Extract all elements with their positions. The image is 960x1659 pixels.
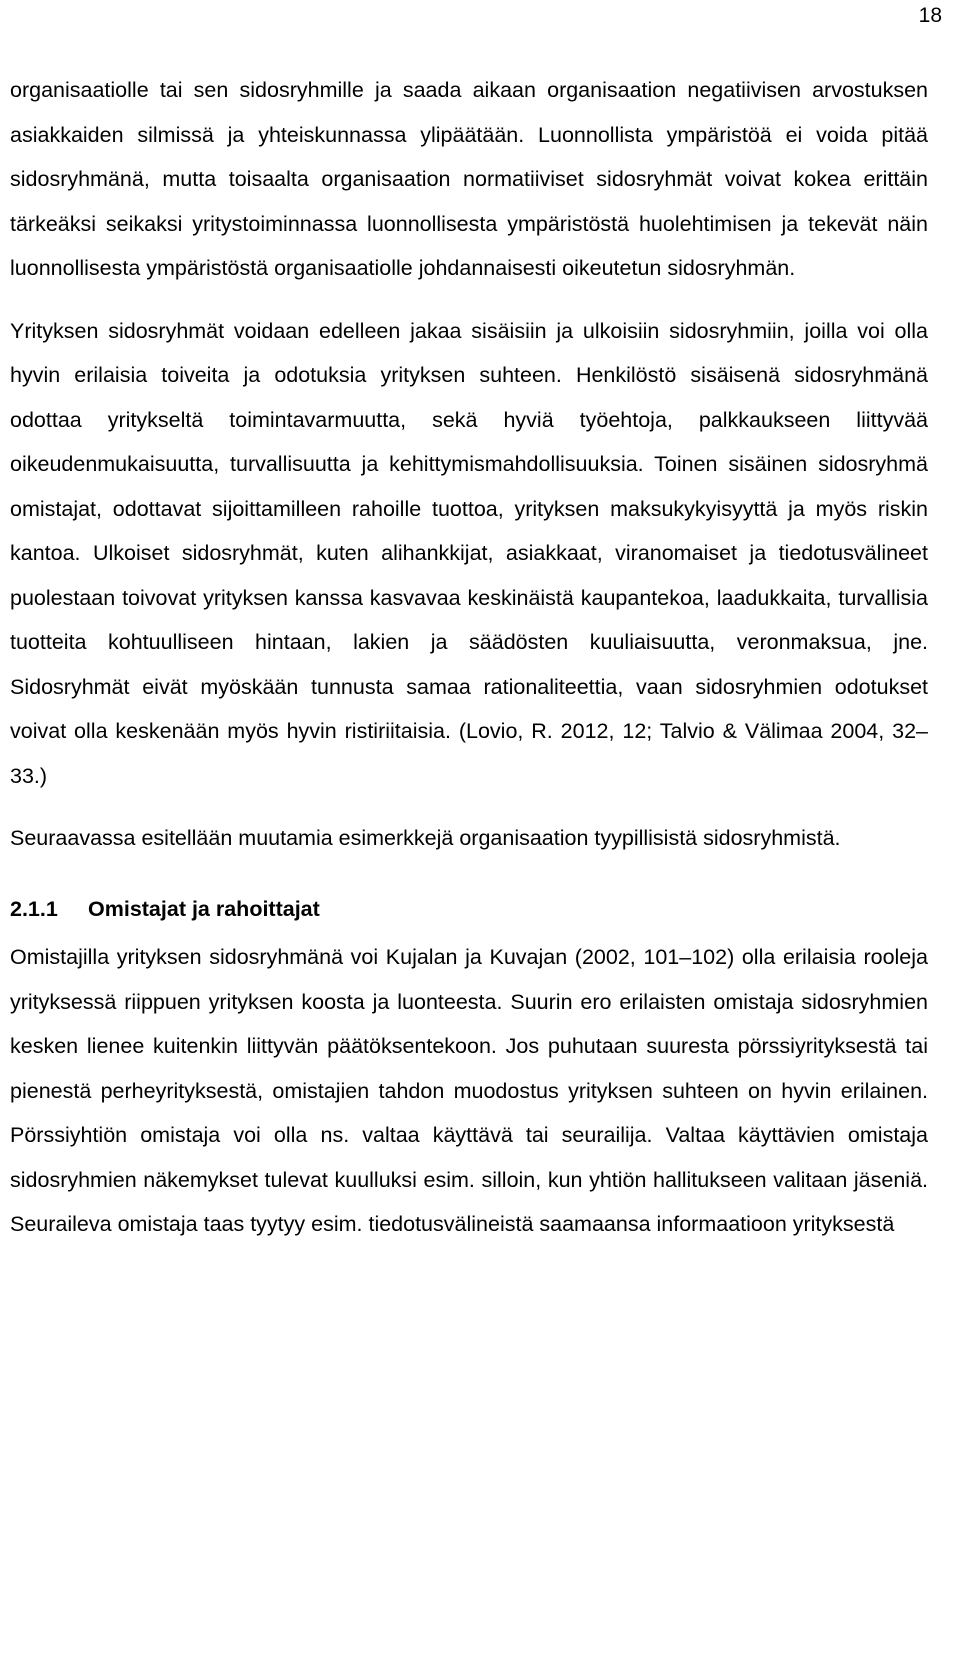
page-number: 18 xyxy=(918,4,942,27)
paragraph-internal-external-stakeholders: Yrityksen sidosryhmät voidaan edelleen jakaa sisäisiin ja ulkoisiin sidosryhmiin, joilla voi olla hyvin erilaisia toiveita ja odotuksia yrityksen suhteen. Henkilöstö sisäisenä sidosryhmänä odottaa yritykseltä toimintavarmuutta, sekä hyviä työehtoja, palkkaukseen liittyvää oikeudenmukaisuutta, turvallisuutta ja kehittymismahdollisuuksia. Toinen sisäinen sidosryhmä omistajat, odottavat sijoittamilleen rahoille tuottoa, yrityksen maksukykyisyyttä ja myös riskin kantoa. Ulkoiset sidosryhmät, kuten alihankkijat, asiakkaat, viranomaiset ja tiedotusvälineet puolestaan toivovat yrityksen kanssa kasvavaa keskinäistä kaupantekoa, laadukkaita, turvallisia tuotteita kohtuulliseen hintaan, lakien ja säädösten kuuliaisuutta, veronmaksua, jne. Sidosryhmät eivät myöskään tunnusta samaa rationaliteettia, vaan sidosryhmien odotukset voivat olla keskenään myös hyvin ristiriitaisia. (Lovio, R. 2012, 12; Talvio & Välimaa 2004, 32–33.) xyxy=(10,318,928,788)
paragraph-owners: Omistajilla yrityksen sidosryhmänä voi Kujalan ja Kuvajan (2002, 101–102) olla erilaisia rooleja yrityksessä riippuen yrityksen koosta ja luonteesta. Suurin ero erilaisten omistaja sidosryhmien kesken lienee kuitenkin liittyvän päätöksentekoon. Jos puhutaan suuresta pörssiyrityksestä tai pienestä perheyrityksestä, omistajien tahdon muodostus yrityksen suhteen on hyvin erilainen. Pörssiyhtiön omistaja voi olla ns. valtaa käyttävä tai seurailija. Valtaa käyttävien omistaja sidosryhmien näkemykset tulevat kuulluksi esim. silloin, kun yhtiön hallitukseen valitaan jäseniä. Seuraileva omistaja taas tyytyy esim. tiedotusvälineistä saamaansa informaatioon yrityksestä xyxy=(10,945,928,1236)
section-title: Omistajat ja rahoittajat xyxy=(88,896,320,921)
paragraph-natural-environment: organisaatiolle tai sen sidosryhmille ja saada aikaan organisaation negatiivisen arvostuksen asiakkaiden silmissä ja yhteiskunnassa ylipäätään. Luonnollista ympäristöä ei voida pitää sidosryhmänä, mutta toisaalta organisaation normatiiviset sidosryhmät voivat kokea erittäin tärkeäksi seikaksi yritystoiminnassa luonnollisesta ympäristöstä huolehtimisen ja tekevät näin luonnollisesta ympäristöstä organisaatiolle johdannaisesti oikeutetun sidosryhmän. xyxy=(10,78,928,280)
section-heading xyxy=(10,887,928,932)
paragraph-examples-intro: Seuraavassa esitellään muutamia esimerkkejä organisaation tyypillisistä sidosryhmistä. xyxy=(10,826,841,850)
document-body xyxy=(10,68,928,1247)
section-number: 2.1.1 xyxy=(10,896,58,921)
